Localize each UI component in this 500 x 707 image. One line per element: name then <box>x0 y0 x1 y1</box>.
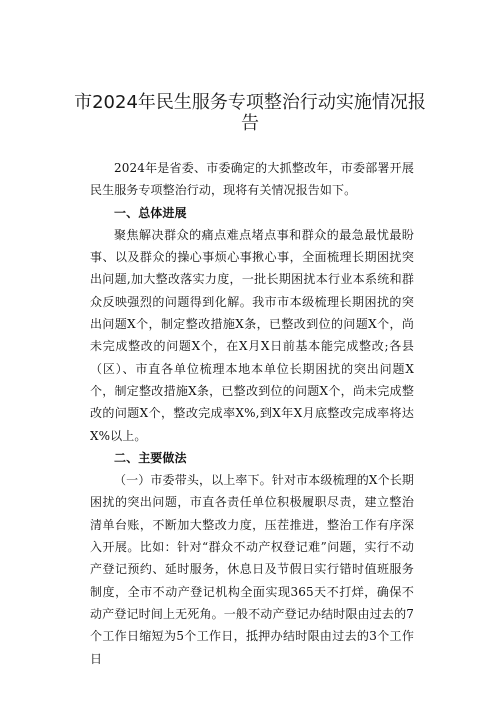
document-title: 市2024年民生服务专项整治行动实施情况报告 <box>74 92 426 134</box>
overall-progress-paragraph: 聚焦解决群众的痛点难点堵点事和群众的最急最忧最盼事、以及群众的操心事烦心事揪心事，全面梳理长期困扰突出问题,加大整改落实力度，一批长期困扰本行业本系统和群众反映强烈的问题得到化解。我市市本级梳理长期困扰的突出问题X个，制定整改措施X条，已整改到位的问题X个，尚未完成整改的问题X个，在X月X日前基本能完成整改;各县（区）、市直各单位梳理本地本单位长期困扰的突出问题X个，制定整改措施X条，已整改到位的问题X个，尚未完成整改的问题X个，整改完成率X%,到X年X月底整改完成率将达X%以上。 <box>90 227 414 443</box>
document-body <box>90 157 414 670</box>
section-heading-main-practices: 二、主要做法 <box>114 450 187 465</box>
section-heading-overall-progress: 一、总体进展 <box>114 205 187 220</box>
intro-paragraph: 2024年是省委、市委确定的大抓整改年，市委部署开展民生服务专项整治行动，现将有关情况报告如下。 <box>90 161 414 198</box>
main-practices-paragraph: （一）市委带头，以上率下。针对市本级梳理的X个长期困扰的突出问题，市直各责任单位积极履职尽责，建立整治清单台账，不断加大整改力度，压茬推进，整治工作有序深入开展。比如：针对“群众不动产权登记难”问题，实行不动产登记预约、延时服务，休息日及节假日实行错时值班服务制度，全市不动产登记机构全面实现365天不打烊，确保不动产登记时间上无死角。一般不动产登记办结时限由过去的7个工作日缩短为5个工作日，抵押办结时限由过去的3个工作日 <box>90 473 414 666</box>
